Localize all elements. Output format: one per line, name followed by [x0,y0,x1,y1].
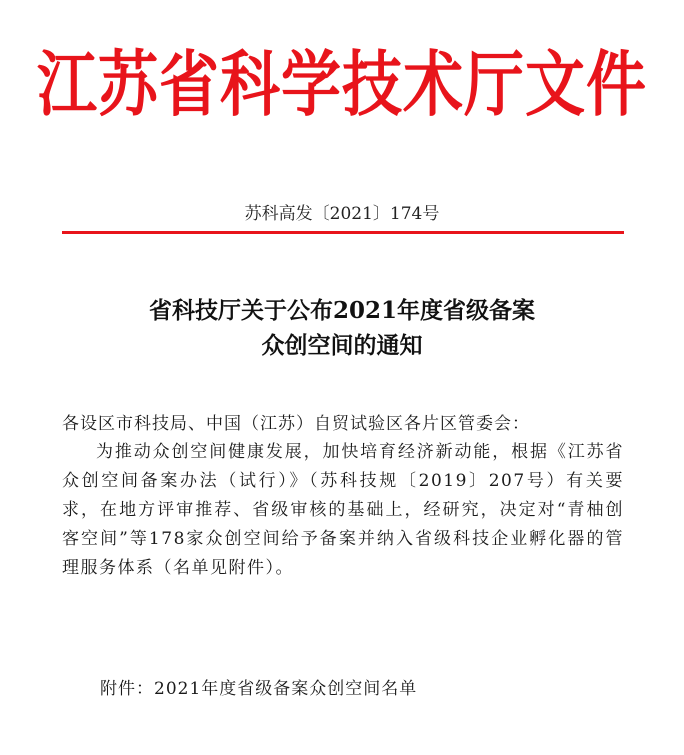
masthead-title: 江苏省科学技术厅文件 [37,43,647,127]
document-number: 苏科高发〔2021〕174号 [244,204,440,224]
body-paragraph: 为推动众创空间健康发展，加快培育经济新动能，根据《江苏省众创空间备案办法（试行）》（苏科技规〔2019〕207号）有关要求，在地方评审推荐、省级审核的基础上，经研究，决定对“青柚创客空间”等178家众创空间给予备案并纳入省级科技企业孵化器的管理服务体系（名单见附件）。 [62,442,624,578]
document-body [62,410,624,583]
document-title-line-2: 众创空间的通知 [261,332,423,359]
document-title-line-1: 省科技厅关于公布2021年度省级备案 [148,297,535,324]
attachment-line: 附件：2021年度省级备案众创空间名单 [100,679,418,699]
red-divider-line [62,231,624,234]
salutation: 各设区市科技局、中国（江苏）自贸试验区各片区管委会： [62,414,530,434]
document-title [0,293,684,363]
